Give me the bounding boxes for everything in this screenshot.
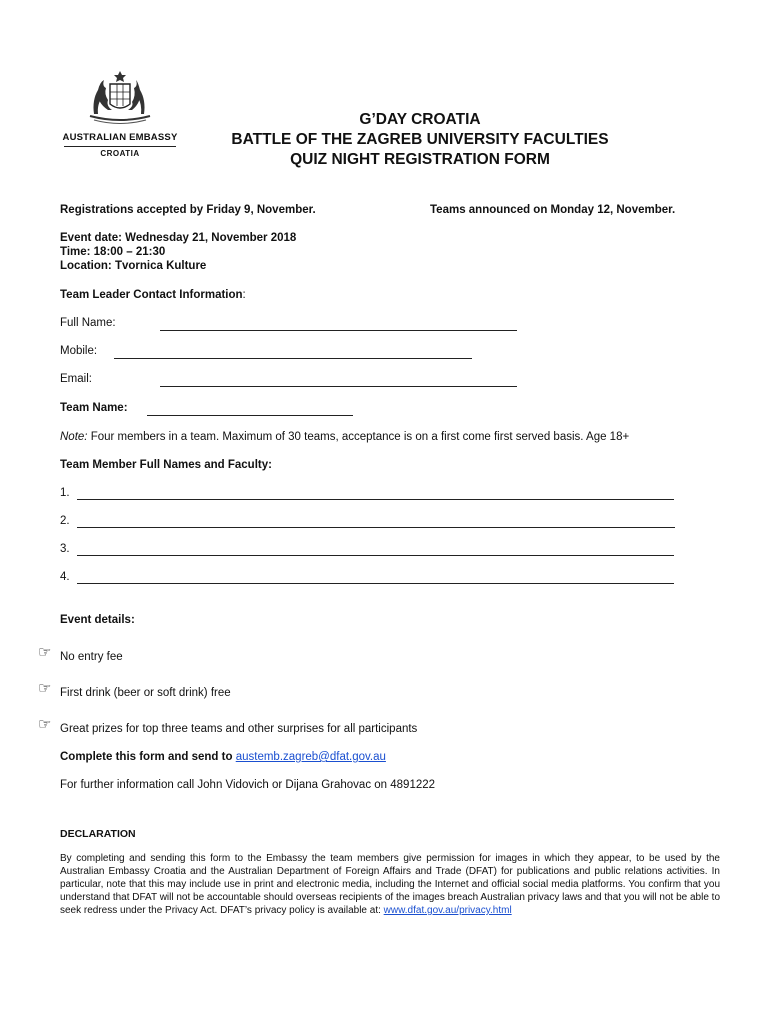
member-1-number: 1. — [60, 487, 70, 499]
title-line-1: G’DAY CROATIA — [359, 111, 481, 128]
full-name-field[interactable] — [160, 330, 517, 331]
declaration-text — [60, 852, 720, 917]
detail-item-2: First drink (beer or soft drink) free — [60, 687, 231, 699]
detail-item-3: Great prizes for top three teams and other surprises for all participants — [60, 723, 418, 735]
divider — [64, 146, 176, 147]
detail-item-1: No entry fee — [60, 651, 123, 663]
pointing-hand-icon: ☞ — [38, 716, 52, 733]
title-line-3: QUIZ NIGHT REGISTRATION FORM — [290, 151, 550, 168]
note-text: Four members in a team. Maximum of 30 teams, acceptance is on a first come first served basis. Age 18+ — [87, 431, 630, 443]
team-name-label: Team Name: — [60, 402, 128, 414]
team-leader-heading-colon: : — [242, 289, 246, 301]
member-4-number: 4. — [60, 571, 70, 583]
embassy-country: CROATIA — [100, 149, 140, 158]
member-2-field[interactable] — [77, 527, 675, 528]
coat-of-arms-icon — [82, 70, 158, 128]
event-date: Event date: Wednesday 21, November 2018 — [60, 232, 297, 244]
declaration-title: DECLARATION — [60, 828, 136, 840]
team-leader-heading — [60, 289, 246, 301]
email-label: Email: — [60, 373, 92, 385]
event-time: Time: 18:00 – 21:30 — [60, 246, 166, 258]
teams-announced: Teams announced on Monday 12, November. — [430, 204, 676, 216]
embassy-name: AUSTRALIAN EMBASSY — [62, 132, 178, 143]
further-info: For further information call John Vidovich or Dijana Grahovac on 4891222 — [60, 779, 436, 791]
mobile-field[interactable] — [114, 358, 472, 359]
pointing-hand-icon: ☞ — [38, 644, 52, 661]
team-name-field[interactable] — [147, 415, 353, 416]
member-3-number: 3. — [60, 543, 70, 555]
privacy-link[interactable]: www.dfat.gov.au/privacy.html — [383, 905, 512, 916]
event-details-heading: Event details: — [60, 614, 135, 626]
mobile-label: Mobile: — [60, 345, 98, 357]
email-link[interactable]: austemb.zagreb@dfat.gov.au — [235, 751, 386, 763]
member-1-field[interactable] — [77, 499, 674, 500]
pointing-hand-icon: ☞ — [38, 680, 52, 697]
member-3-field[interactable] — [77, 555, 674, 556]
send-label: Complete this form and send to — [60, 751, 236, 763]
note-label: Note: — [60, 431, 88, 443]
member-4-field[interactable] — [77, 583, 674, 584]
registrations-deadline: Registrations accepted by Friday 9, November. — [60, 204, 316, 216]
title-line-2: BATTLE OF THE ZAGREB UNIVERSITY FACULTIES — [231, 131, 609, 148]
full-name-label: Full Name: — [60, 317, 116, 329]
email-field[interactable] — [160, 386, 517, 387]
member-2-number: 2. — [60, 515, 70, 527]
event-location: Location: Tvornica Kulture — [60, 260, 207, 272]
embassy-logo — [62, 70, 178, 162]
send-instruction — [60, 751, 386, 763]
members-heading: Team Member Full Names and Faculty: — [60, 459, 272, 471]
note — [60, 431, 629, 443]
team-leader-heading-text: Team Leader Contact Information — [60, 289, 243, 301]
declaration-body: By completing and sending this form to the Embassy the team members give permission for images in which they appear, to be used by the Australian Embassy Croatia and the Australian Department of Foreign Affairs and Trade (DFAT) for publications and public relations activities. In particular, note that this may include use in print and electronic media, including the Internet and official social media platforms. You confirm that you understand that DFAT will not be accountable should overseas recipients of the images breach Australian privacy laws and that you will not be able to seek redress under the Privacy Act. DFAT’s privacy policy is available at: — [60, 853, 721, 916]
